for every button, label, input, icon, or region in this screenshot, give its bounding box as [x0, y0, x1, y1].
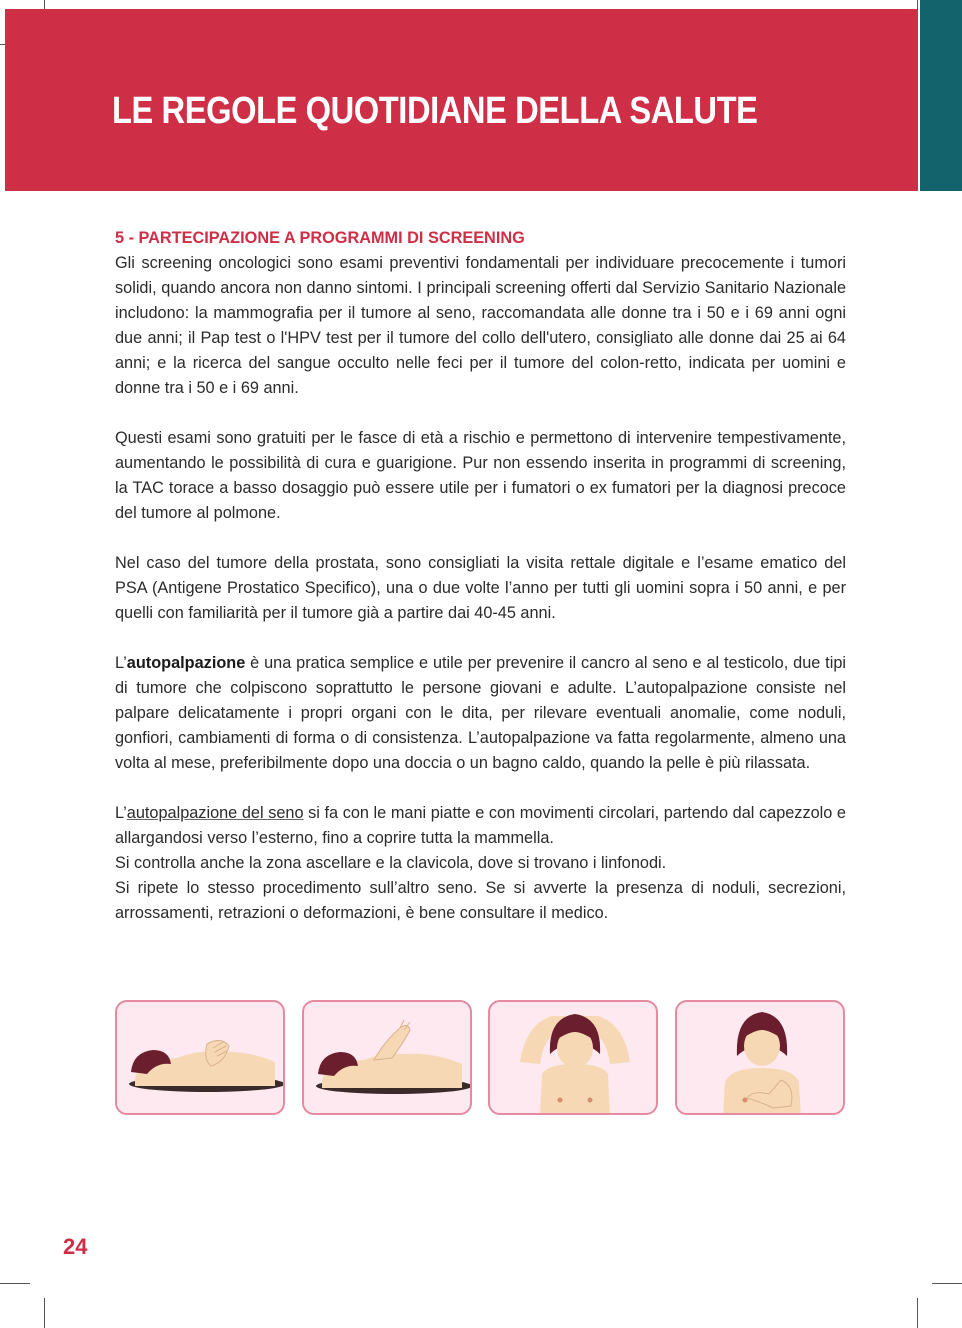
standing-palpation-illustration — [677, 1002, 845, 1115]
paragraph-lymph-nodes: Si controlla anche la zona ascellare e la clavicola, dove si trovano i linfonodi. — [115, 854, 667, 872]
illustration-strip — [115, 1000, 847, 1118]
lying-woman-illustration — [117, 1002, 285, 1115]
illustration-lying-arm-raised — [302, 1000, 472, 1115]
header-accent-strip — [920, 0, 962, 191]
crop-mark — [917, 1298, 918, 1328]
main-content — [115, 226, 846, 926]
lying-arm-raised-illustration — [304, 1002, 472, 1115]
illustration-lying-palpation — [115, 1000, 285, 1115]
paragraph-free-exams: Questi esami sono gratuiti per le fasce di età a rischio e permettono di intervenire tempestivamente, aumentando le possibilità di cura e guarigione. Pur non essendo inserita in programmi di screening, la TAC torace a basso dosaggio può essere utile per i fumatori o ex fumatori per la diagnosi precoce del tumore al polmone. — [115, 429, 846, 522]
section-heading: 5 - PARTECIPAZIONE A PROGRAMMI DI SCREENING — [115, 229, 525, 247]
text-prefix: L’ — [115, 804, 127, 822]
paragraph-repeat: Si ripete lo stesso procedimento sull’altro seno. Se si avverte la presenza di noduli, secrezioni, arrossamenti, retrazioni o deformazioni, è bene consultare il medico. — [115, 879, 846, 922]
illustration-standing-arms-up — [488, 1000, 658, 1115]
crop-mark — [932, 1283, 962, 1284]
text-prefix: L’ — [115, 654, 127, 672]
bold-term: autopalpazione — [126, 654, 246, 672]
crop-mark — [0, 1283, 30, 1284]
paragraph-self-exam — [115, 651, 846, 776]
text-rest: si fa con le mani piatte e con movimenti circolari, partendo dal capezzolo e allargandosi verso l’esterno, fino a coprire tutta la mammella. — [115, 804, 846, 847]
paragraph-screening: Gli screening oncologici sono esami preventivi fondamentali per individuare precocemente i tumori solidi, quando ancora non danno sintomi. I principali screening offerti dal Servizio Sanitario Nazionale includono: la mammografia per il tumore al seno, raccomandata alle donne tra i 50 e i 69 anni ogni due anni; il Pap test o l'HPV test per il tumore del collo dell'utero, consigliato alle donne dai 25 ai 64 anni; e la ricerca del sangue occulto nelle feci per il tumore del colon-retto, indicata per uomini e donne tra i 50 e i 69 anni. — [115, 254, 846, 397]
illustration-standing-palpation — [675, 1000, 845, 1115]
standing-arms-up-illustration — [490, 1002, 658, 1115]
page-title: LE REGOLE QUOTIDIANE DELLA SALUTE — [112, 90, 758, 132]
paragraph-prostate: Nel caso del tumore della prostata, sono consigliati la visita rettale digitale e l’esame ematico del PSA (Antigene Prostatico Specifico), una o due volte l’anno per tutti gli uomini sopra i 50 anni, e per quelli con familiarità per il tumore già a partire dai 40-45 anni. — [115, 554, 846, 622]
crop-mark — [44, 1298, 45, 1328]
text-rest: è una pratica semplice e utile per prevenire il cancro al seno e al testicolo, due tipi di tumore che colpiscono soprattutto le persone giovani e adulte. L’autopalpazione consiste nel palpare delicatamente i propri organi con le dita, per rilevare eventuali anomalie, come noduli, gonfiori, cambiamenti di forma o di consistenza. L’autopalpazione va fatta regolarmente, almeno una volta al mese, preferibilmente dopo una doccia o un bagno caldo, quando la pelle è più rilassata. — [115, 654, 846, 772]
underlined-term: autopalpazione del seno — [126, 804, 304, 822]
paragraph-breast-exam — [115, 801, 846, 851]
page-number: 24 — [63, 1234, 88, 1259]
